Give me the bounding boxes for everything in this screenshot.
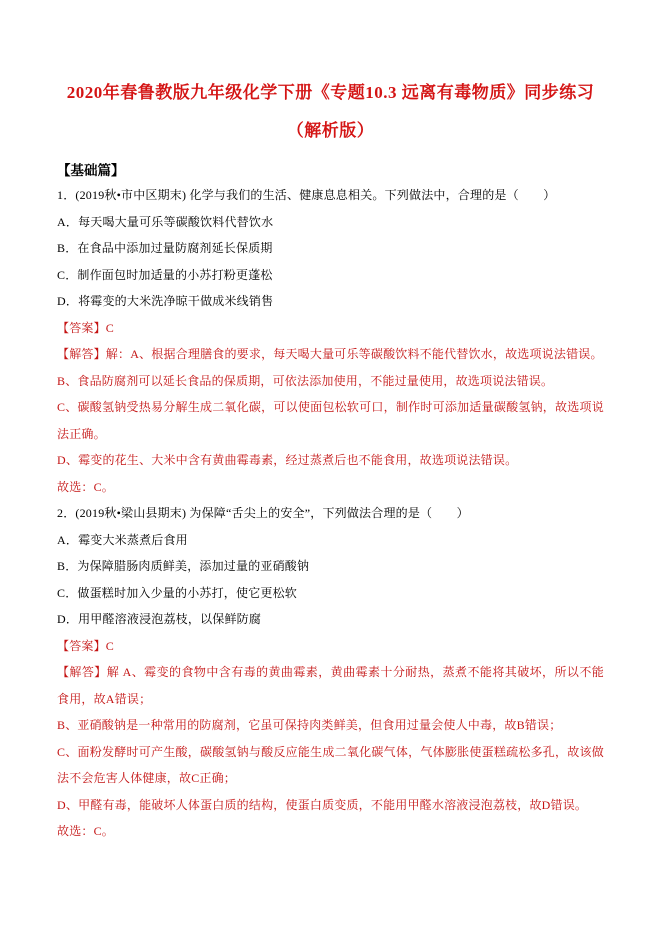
question-1-answer-label: 【答案】C — [57, 320, 115, 335]
question-1-explanation-line: C、碳酸氢钠受热易分解生成二氧化碳，可以使面包松软可口，制作时可添加适量碳酸氢钠，故选项说法正确。 — [57, 400, 604, 441]
document-title: 2020年春鲁教版九年级化学下册《专题10.3 远离有毒物质》同步练习 — [66, 83, 595, 102]
question-2-option-c: C．做蛋糕时加入少量的小苏打，使它更松软 — [57, 585, 298, 600]
question-2-explanation-line: C、面粉发酵时可产生酸，碳酸氢钠与酸反应能生成二氧化碳气体，气体膨胀使蛋糕疏松多孔，故该做法不会危害人体健康，故C正确； — [57, 744, 604, 785]
question-2 — [57, 500, 604, 845]
question-2-option-b: B．为保障腊肠肉质鲜美，添加过量的亚硝酸钠 — [57, 559, 310, 573]
question-2-explanation-line: B、亚硝酸钠是一种常用的防腐剂，它虽可保持肉类鲜美，但食用过量会使人中毒，故B错误； — [57, 718, 562, 732]
question-1 — [57, 182, 604, 500]
question-1-explanation-line: B、食品防腐剂可以延长食品的保质期，可依法添加使用，不能过量使用，故选项说法错误。 — [57, 373, 554, 388]
question-1-option-c: C．制作面包时加适量的小苏打粉更蓬松 — [57, 267, 273, 282]
question-1-explanation-line: 【解答】解：A、根据合理膳食的要求，每天喝大量可乐等碳酸饮料不能代替饮水，故选项说法错误。 — [57, 347, 603, 361]
question-1-option-b: B．在食品中添加过量防腐剂延长保质期 — [57, 241, 273, 255]
question-2-stem: 2．(2019秋•梁山县期末) 为保障“舌尖上的安全”，下列做法合理的是（ ） — [57, 506, 469, 520]
question-1-explanation-line: D、霉变的花生、大米中含有黄曲霉毒素，经过蒸煮后也不能食用，故选项说法错误。 — [57, 453, 518, 467]
question-2-explanation-line: D、甲醛有毒，能破坏人体蛋白质的结构，使蛋白质变质，不能用甲醛水溶液浸泡荔枝，故D错误。 — [57, 797, 588, 812]
document-subtitle: （解析版） — [286, 121, 375, 140]
question-2-explanation-line: 【解答】解 A、霉变的食物中含有毒的黄曲霉素，黄曲霉素十分耐热，蒸煮不能将其破坏，所以不能食用，故A错误； — [57, 665, 604, 706]
question-1-stem: 1．(2019秋•市中区期末) 化学与我们的生活、健康息息相关。下列做法中，合理的是（ ） — [57, 188, 556, 202]
question-1-option-a: A．每天喝大量可乐等碳酸饮料代替饮水 — [57, 214, 274, 229]
question-2-option-a: A．霉变大米蒸煮后食用 — [57, 532, 188, 547]
section-heading: 【基础篇】 — [57, 163, 125, 178]
question-1-option-d: D．将霉变的大米洗净晾干做成米线销售 — [57, 294, 274, 308]
question-2-final-answer: 故选：C。 — [57, 824, 115, 838]
question-2-option-d: D．用甲醛溶液浸泡荔枝，以保鲜防腐 — [57, 612, 262, 626]
question-1-final-answer: 故选：C。 — [57, 479, 115, 494]
question-2-answer-label: 【答案】C — [57, 638, 115, 653]
